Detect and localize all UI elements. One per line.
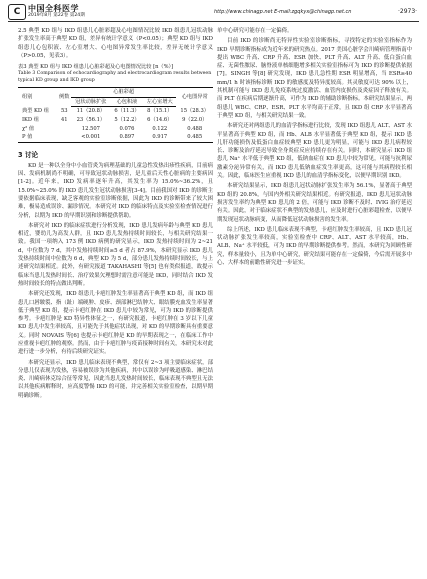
table-cell: 典型 KD 组 bbox=[22, 108, 49, 115]
table-cell: 0.122 bbox=[152, 125, 168, 132]
table-cell: 12.507 bbox=[81, 125, 100, 132]
table-row bbox=[18, 125, 213, 134]
table-header-cell: 组别 bbox=[18, 88, 58, 107]
table-cell: <0.001 bbox=[71, 133, 111, 142]
table-caption: 表3 典型 KD 组与 IKD 组患儿心脏彩超及心电图情况比较 [n（%）] bbox=[18, 64, 174, 71]
table-3 bbox=[18, 64, 213, 143]
table-cell: 0.485 bbox=[176, 133, 213, 142]
table-cell: 8（15.1） bbox=[147, 108, 173, 115]
body-paragraph: 本研究还显示，IKD 患儿临床表现不典型，常仅有 2~3 项主要临床症状，部分患儿仅表现为发热，容易被误诊为其他疾病，其中以误诊为呼吸道感染、淋巴结炎、川崎病休克综合征等常见，因此当患儿发热时间较长，临床表现不典型且无法以其他疾病解释时，应高度警惕 IKD 的可能，并完善相关实验室检查，以期早期明确诊断。 bbox=[18, 359, 213, 399]
table-header-cell: 冠状动脉扩张 bbox=[71, 97, 111, 107]
result-paragraph: 2.5 典型 KD 组与 IKD 组患儿心脏彩超及心电图情况比较 IKD 组患儿冠状动脉扩张发生率高于典型 KD 组，差异有统计学意义（P<0.05）；典型 KD 组与 IKD 组患儿心包积液、左心室增大、心电图异常发生率比较，差异无统计学意义（P>0.05，见表3）。 bbox=[18, 28, 213, 59]
table-header-cell: 心包积液 bbox=[111, 97, 143, 107]
table-cell: 41 bbox=[60, 116, 68, 123]
body-paragraph: 单中心研究可能存在一定偏倚。 bbox=[217, 28, 293, 34]
body-paragraph: 本研究还对两组患儿的血清学指标进行比较，发现 IKD 组患儿 ALT、AST 水平显著高于典型 KD 组，而 Hb、ALB 水平显著低于典型 KD 组，提示 IKD 患儿肝功能损伤及低蛋白血症较典型 KD 患儿更为明显，可能与 IKD 患儿病程较长、诊断及治疗延迟导致全身炎症反应持续存在有关。同时，本研究显示 IKD 组患儿 Na⁺ 水平低于典型 KD 组，低钠血症在 KD 患儿中较为常见，可能与抗利尿激素分泌异常有关，而 IKD 患儿低钠血症发生率更高，这可能与其病程较长相关。因此，临床医生应重视 IKD 患儿的血清学指标变化，以便早期识别 IKD。 bbox=[217, 123, 412, 180]
table-row bbox=[18, 116, 213, 125]
body-paragraph: KD 是一种以全身中小血管炎为病理基础的儿童急性发热出疹性疾病，目前病因、发病机制尚不明确，可导致冠状动脉损害，是儿童后天性心脏病的主要病因[1-2]。近年来，IKD 发病率逐年升高，其发生率为 15.0%~36.2%，且 15.0%~25.0% 的 IKD 患儿发生冠状动脉损害[3-4]。目前我国对 IKD 的诊断主要依据临床表现，缺乏客观的实验室诊断依据，因此为 IKD 的诊断带来了较大困难，极易造成误诊、漏诊情况。本研究对 IKD 的临床特点及实验室检查情况进行分析，以期为 IKD 的早期识别和诊断提供帮助。 bbox=[18, 162, 213, 219]
journal-issue: 2019年8月 第22卷 第24期 bbox=[28, 13, 85, 18]
body-paragraph: 本研究对 IKD 的临床症状进行分析发现，IKD 患儿发病年龄与典型 KD 患儿相近，婴幼儿为高发人群，且 IKD 患儿发热持续时间较长，与相关研究结果一致。我国一项纳入 173 例 IKD 病例的研究显示，IKD 发热持续时间为 2~21 d，中位数为 7 d，其中发热持续时间≥5 d 者占 87.9%，本研究显示 IKD 患儿发热持续时间中位数为 6 d，典型 KD 为 5 d，部分患儿发热持续时间较长，与上述研究结果相近。此外，有研究报道 TAKAHASHI 等[5] 也有类似报道，故提示临床当患儿发热时间长、治疗效果欠理想时需注意可能是 IKD，同时结合 IKD 发热时间较长的特点做出判断。 bbox=[18, 222, 213, 287]
header-divider bbox=[8, 21, 419, 22]
table-cell: 9（22.0） bbox=[182, 116, 208, 123]
table-cell: 23（56.1） bbox=[76, 116, 106, 123]
table-caption-en: Table 3 Comparison of echocardiography and electrocardiogram results between typical KD group and IKD group bbox=[18, 71, 212, 83]
journal-name: 中国全科医学 bbox=[28, 4, 79, 13]
table-header-cell: 左心室增大 bbox=[143, 97, 176, 107]
table-cell: 0.076 bbox=[119, 125, 135, 132]
data-table bbox=[18, 87, 213, 143]
section-heading: 3 讨论 bbox=[18, 150, 39, 159]
table-cell: 6（11.3） bbox=[114, 108, 140, 115]
body-paragraph: 综上所述，IKD 患儿临床表现不典型，卡疤红肿发生率较高，且 IKD 患儿冠状动脉扩张发生率较高，实验室检查中 CRP、ALT、AST 水平较高，Hb、ALB、Na⁺ 水平较低，可为 IKD 的早期诊断提供参考。然而，本研究为回顾性研究，样本量较小，且为单中心研究，研究结果可能存在一定偏倚，今后需开展多中心、大样本的前瞻性研究进一步证实。 bbox=[217, 226, 412, 267]
body-paragraph: 本研究还发现，IKD 组患儿卡疤红肿发生率显著高于典型 KD 组，而 IKD 组患儿口唇皲裂、指（趾）端硬肿、皮疹、颈部淋巴结肿大、眼结膜充血发生率显著低于典型 KD 组，提示卡疤红肿在 IKD 患儿中较为常见，可为 IKD 的诊断提供参考。卡疤红肿是 KD 特异性体征之一，有研究报道，卡疤红肿在 3 岁以下儿童 KD 患儿中发生率较高，且可能先于其他症状出现，对 KD 的早期诊断具有重要意义。同时 NOVAIS 等[6] 也提示卡疤红肿是 KD 的早期表现之一，在临床工作中应重视卡疤红肿的观察。然而，由于卡疤红肿与疫苗接种时间有关，本研究未对此进行进一步分析，有待后续研究证实。 bbox=[18, 291, 213, 356]
table-header-span: 心脏彩超 bbox=[71, 88, 176, 98]
body-paragraph: 目前 IKD 的诊断尚无特异性实验室诊断指标，寻找特定的实验室指标作为 IKD 早期诊断指标成为近年来的研究热点。2017 美国心脏学会川崎病管理指南中提出 WBC 升高、CRP 升高、ESR 加快、PLT 升高、ALT 升高、低白蛋白血症、无菌性脓尿、脑脊液单核细胞增多相关实验室指标可为 IKD 的诊断提供依据[7]。SINGH 等[8] 研究发现，IKD 患儿急性期 ESR 明显增高，当 ESR≥40 mm/1 h 时该指标诊断 IKD 的敏感度及特异度较高。其灵敏度可达 90% 以上，其机制可能与 IKD 患儿免疫系统过度激活、血管内皮损伤及炎症因子释放有关。而 PLT 在疾病后期逐渐升高，可作为 IKD 的辅助诊断指标。本研究结果显示，两组患儿 WBC、CRP、ESR、PLT 水平均高于正常，且 IKD 组 CRP 水平显著高于典型 KD 组，与相关研究结果一致。 bbox=[217, 38, 412, 119]
journal-url: http://www.chinagp.net E-mail:zgqkyx@chinagp.net.cn bbox=[214, 9, 352, 15]
table-header-cell: 例数 bbox=[58, 88, 71, 107]
table-cell: 0.488 bbox=[187, 125, 203, 132]
right-column bbox=[217, 27, 412, 269]
table-header-row bbox=[18, 88, 213, 98]
table-cell: IKD 组 bbox=[22, 116, 39, 123]
table-cell: P 值 bbox=[18, 133, 58, 142]
table-cell: 0.917 bbox=[143, 133, 176, 142]
table-cell: 5（12.2） bbox=[114, 116, 140, 123]
table-cell bbox=[58, 133, 71, 142]
table-header-cell: 心电图异常 bbox=[176, 88, 213, 107]
table-row bbox=[18, 133, 213, 142]
table-cell: 0.897 bbox=[111, 133, 143, 142]
table-cell: 6（14.6） bbox=[147, 116, 173, 123]
page-number: ·2973· bbox=[398, 8, 418, 15]
journal-logo: C bbox=[8, 4, 26, 20]
table-cell: 11（20.8） bbox=[76, 108, 106, 115]
table-cell: 15（28.3） bbox=[180, 108, 209, 115]
table-cell: 53 bbox=[60, 108, 68, 115]
table-cell bbox=[58, 125, 71, 134]
table-row bbox=[18, 107, 213, 116]
table-cell: χ² 值 bbox=[22, 125, 35, 132]
body-paragraph: 本研究结果显示，IKD 组患儿冠状动脉扩张发生率为 56.1%，显著高于典型 KD 组的 20.8%，与国内外相关研究结果相近。有研究报道，IKD 患儿冠状动脉损害发生率约为典型 KD 患儿的 2 倍，可能与 IKD 诊断不及时、IVIG 治疗延迟有关。因此，对于临床症状不典型的发热患儿，应及时进行心脏彩超检查，以便早期发现冠状动脉病变，从而降低冠状动脉损害的发生率。 bbox=[217, 183, 412, 223]
left-column bbox=[18, 27, 213, 402]
journal-header bbox=[0, 0, 427, 22]
